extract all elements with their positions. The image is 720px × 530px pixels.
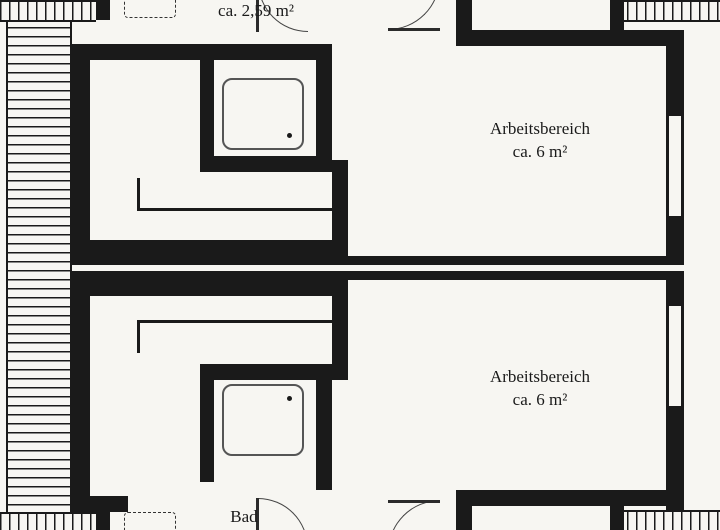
room-name-bad: Bad [230,507,258,526]
flow-arrow-lower-head [332,316,343,328]
window-right-lower [668,306,682,406]
wall-left-upper [72,44,90,256]
exterior-hatch-bottom-right [618,510,720,530]
room-label-upper-small [176,0,336,23]
fixture-dashed-lower [124,512,176,530]
exterior-hatch-bottom-left [0,512,96,530]
room-label-bad [184,506,304,529]
shower-tray-upper [222,78,304,150]
wall-party-upper [72,256,684,265]
flow-arrow-upper-head [332,204,343,216]
shower-drain-icon [287,133,292,138]
wall-lower-bath-top [200,364,332,380]
room-area-upper-small: ca. 2,59 m² [218,1,294,20]
room-area-arbeitsbereich-unten: ca. 6 m² [512,389,568,409]
wall-lower-niche-left [200,364,214,482]
exterior-hatch-top-right [618,0,720,22]
wall-lower-right-room-top [456,490,684,506]
wall-top-right [456,30,684,46]
room-label-arbeitsbereich-unten [440,366,640,412]
flow-arrow-upper-vertical [137,178,140,211]
wall-lower-bottom-left [72,496,128,512]
room-area-arbeitsbereich-oben: ca. 6 m² [512,141,568,161]
wall-upper-bath-right [316,44,332,172]
exterior-hatch-left [6,0,72,530]
wall-upper-bath-bottom [200,156,332,172]
wall-bottom-left-stub [96,512,110,530]
wall-lower-right-room-inner [610,506,624,530]
wall-upper-right-room-left [456,0,472,46]
wall-lower-bath-right [316,364,332,490]
door-leaf-lower-middle [388,500,440,503]
wall-left-lower [72,280,90,512]
room-name-arbeitsbereich-unten: Arbeitsbereich [489,367,591,386]
flow-arrow-lower-vertical [137,320,140,353]
wall-party-lower [72,271,684,280]
wall-upper-niche-left [200,56,214,172]
shower-tray-lower [222,384,304,456]
room-label-arbeitsbereich-oben [440,118,640,164]
shower-drain-icon [287,396,292,401]
door-swing-upper-middle [388,0,440,30]
window-right-upper [668,116,682,216]
wall-lower-corridor-top [88,280,348,296]
exterior-hatch-top-left [0,0,96,22]
flow-arrow-lower-horizontal [137,320,334,323]
door-leaf-upper-middle [388,28,440,31]
wall-upper-corridor-bottom [88,240,348,256]
wall-upper-right-room-inner [610,0,624,32]
wall-upper-topleft-stub [96,0,110,20]
door-swing-lower-middle [388,500,440,530]
flow-arrow-upper-horizontal [137,208,334,211]
fixture-dashed-upper [124,0,176,18]
room-name-arbeitsbereich-oben: Arbeitsbereich [489,119,591,138]
